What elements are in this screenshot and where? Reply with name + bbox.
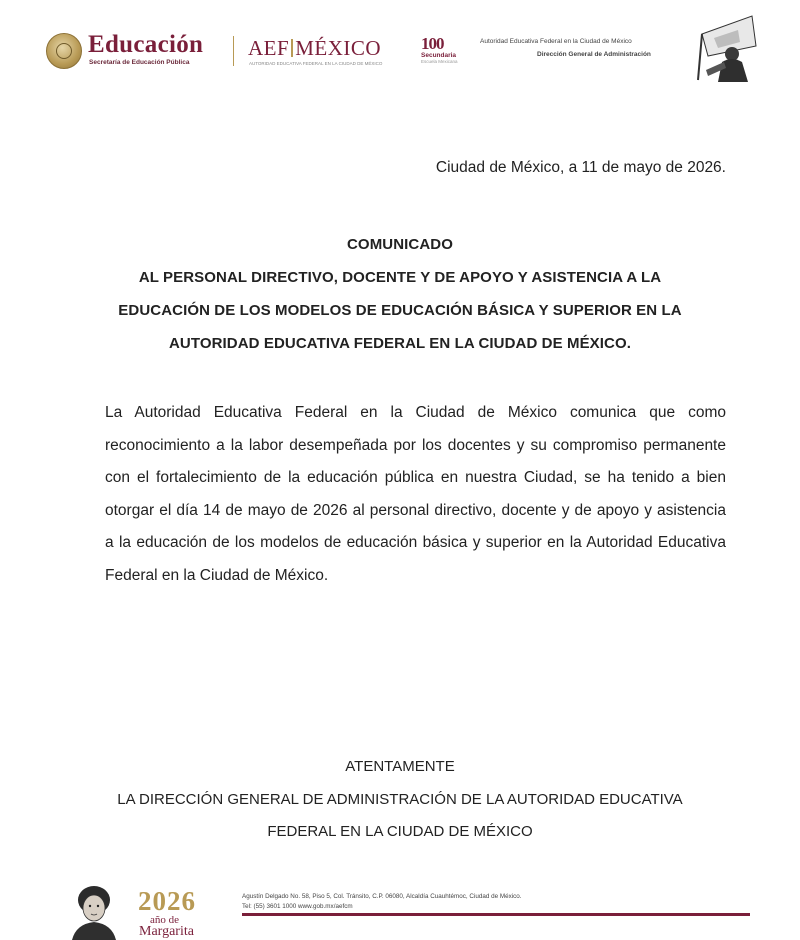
footer-contact: Tel: (55) 3601 1000 www.gob.mx/aefcm xyxy=(242,903,353,910)
education-logo-title: Educación xyxy=(88,31,204,58)
footer-address: Agustín Delgado No. 58, Piso 5, Col. Tránsito, C.P. 06080, Alcaldía Cuauhtémoc, Ciudad de México. xyxy=(242,893,522,900)
footer-rule xyxy=(242,913,750,916)
aef-logo-left: AEF xyxy=(248,36,290,60)
closing-text: ATENTAMENTE xyxy=(345,758,455,775)
signature-line-2: FEDERAL EN LA CIUDAD DE MÉXICO xyxy=(267,823,533,840)
centenary-label: Secundaria xyxy=(421,52,457,59)
logo-divider xyxy=(233,36,234,66)
heading-line-1: COMUNICADO xyxy=(347,236,453,253)
heading-line-3: EDUCACIÓN DE LOS MODELOS DE EDUCACIÓN BÁSICA Y SUPERIOR EN LA xyxy=(118,302,682,319)
year-emblem-line-2: Margarita xyxy=(139,924,194,939)
national-seal-icon xyxy=(46,33,82,69)
document-date: Ciudad de México, a 11 de mayo de 2026. xyxy=(435,159,726,176)
authority-line-2: Dirección General de Administración xyxy=(537,51,651,58)
centenary-sub: Escuela Mexicana xyxy=(421,59,458,64)
year-emblem: 2026 xyxy=(138,886,196,916)
footer xyxy=(0,872,800,940)
centenary-number: 100 xyxy=(421,34,444,53)
heading-line-2: AL PERSONAL DIRECTIVO, DOCENTE Y DE APOYO Y ASISTENCIA A LA xyxy=(138,269,662,286)
flag-figure-illustration xyxy=(694,12,760,82)
letterhead xyxy=(0,0,800,100)
portrait-illustration xyxy=(64,880,124,940)
year-emblem-line-1: año de xyxy=(150,914,180,926)
body-paragraph: La Autoridad Educativa Federal en la Ciudad de México comunica que como reconocimiento a la labor desempeñada por los docentes y su compromiso permanente con el fortalecimiento de la educación pública en nuestra Ciudad, se ha tenido a bien otorgar el día 14 de mayo de 2026 al personal directivo, docente y de apoyo y asistencia a la educación de los modelos de educación básica y superior en la Autoridad Educativa Federal en la Ciudad de México. xyxy=(105,404,726,584)
aef-logo-subtitle: AUTORIDAD EDUCATIVA FEDERAL EN LA CIUDAD DE MÉXICO xyxy=(249,61,383,66)
education-logo-subtitle: Secretaría de Educación Pública xyxy=(89,59,190,66)
authority-line-1: Autoridad Educativa Federal en la Ciudad de México xyxy=(480,38,632,45)
aef-logo-right: MÉXICO xyxy=(295,36,382,60)
aef-logo xyxy=(248,36,381,61)
centenary-logo xyxy=(421,34,471,70)
heading-line-4: AUTORIDAD EDUCATIVA FEDERAL EN LA CIUDAD DE MÉXICO. xyxy=(168,335,632,352)
signature-line-1: LA DIRECCIÓN GENERAL DE ADMINISTRACIÓN DE LA AUTORIDAD EDUCATIVA xyxy=(117,791,683,808)
